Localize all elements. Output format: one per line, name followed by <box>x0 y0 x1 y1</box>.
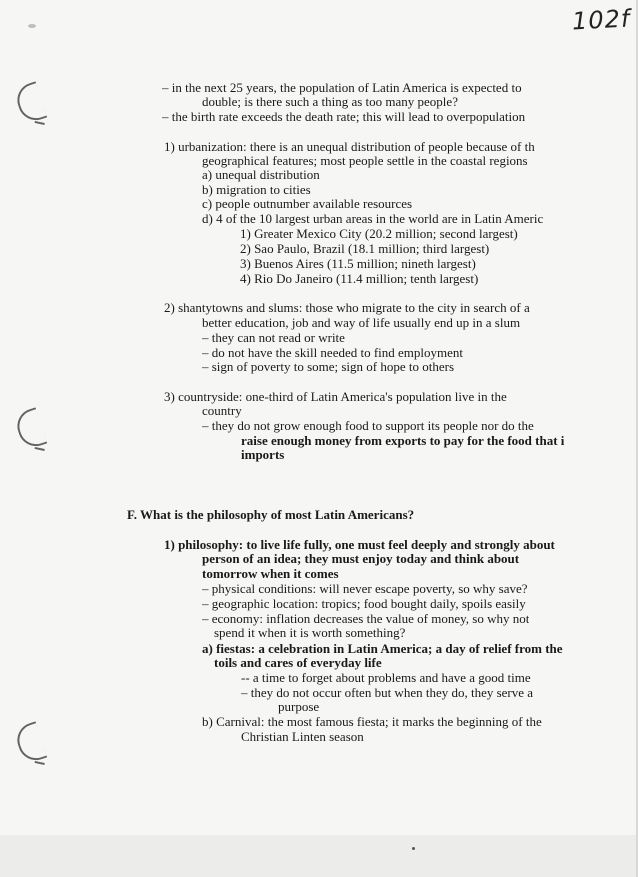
text-line: 3) countryside: one-third of Latin America's population live in the <box>164 389 507 404</box>
text-line: country <box>202 403 242 418</box>
binder-hole-mark <box>13 81 48 125</box>
text-line: 2) Sao Paulo, Brazil (18.1 million; third largest) <box>240 241 490 256</box>
text-line: – they do not occur often but when they do, they serve a <box>241 685 534 700</box>
text-line: raise enough money from exports to pay for the food that i <box>241 433 565 448</box>
text-line: 1) Greater Mexico City (20.2 million; second largest) <box>240 226 518 241</box>
text-line: -- a time to forget about problems and have a good time <box>241 670 531 685</box>
text-line: a) unequal distribution <box>202 167 320 182</box>
text-line: – economy: inflation decreases the value of money, so why not <box>202 611 530 626</box>
text-line: person of an idea; they must enjoy today and think about <box>202 551 520 566</box>
text-line: toils and cares of everyday life <box>214 655 382 670</box>
text-line: tomorrow when it comes <box>202 566 339 581</box>
text-line: purpose <box>278 699 320 714</box>
text-line: – in the next 25 years, the population of Latin America is expected to <box>162 80 522 95</box>
text-line: – do not have the skill needed to find employment <box>202 345 464 360</box>
text-line: double; is there such a thing as too many people? <box>202 94 458 109</box>
text-line: 2) shantytowns and slums: those who migrate to the city in search of a <box>164 300 530 315</box>
text-line: – sign of poverty to some; sign of hope to others <box>202 359 455 374</box>
binder-hole-mark <box>13 407 48 451</box>
text-line: 1) philosophy: to live life fully, one must feel deeply and strongly about <box>164 537 555 552</box>
text-line: – they can not read or write <box>202 330 345 345</box>
text-line: spend it when it is worth something? <box>214 625 406 640</box>
text-line: imports <box>241 447 285 462</box>
text-line: a) fiestas: a celebration in Latin America; a day of relief from the <box>202 641 563 656</box>
scan-dot <box>412 847 415 850</box>
text-line: 3) Buenos Aires (11.5 million; nineth largest) <box>240 256 476 271</box>
text-line: better education, job and way of life usually end up in a slum <box>202 315 521 330</box>
text-line: d) 4 of the 10 largest urban areas in the world are in Latin Americ <box>202 211 544 226</box>
text-line: c) people outnumber available resources <box>202 196 413 211</box>
text-line: 4) Rio Do Janeiro (11.4 million; tenth largest) <box>240 271 479 286</box>
text-line: b) Carnival: the most famous fiesta; it marks the beginning of the <box>202 714 542 729</box>
text-line: F. What is the philosophy of most Latin Americans? <box>127 507 415 522</box>
binder-hole-mark <box>13 721 48 765</box>
text-line: – the birth rate exceeds the death rate; this will lead to overpopulation <box>162 109 526 124</box>
scan-shadow <box>0 835 638 877</box>
text-line: – they do not grow enough food to support its people nor do the <box>202 418 534 433</box>
text-line: – geographic location: tropics; food bought daily, spoils easily <box>202 596 526 611</box>
text-line: – physical conditions: will never escape poverty, so why save? <box>202 581 528 596</box>
handwritten-page-number: 102f <box>571 4 631 36</box>
text-line: geographical features; most people settle in the coastal regions <box>202 153 528 168</box>
scan-speck <box>28 24 36 28</box>
text-line: b) migration to cities <box>202 182 311 197</box>
text-line: Christian Linten season <box>241 729 364 744</box>
text-line: 1) urbanization: there is an unequal distribution of people because of th <box>164 139 535 154</box>
